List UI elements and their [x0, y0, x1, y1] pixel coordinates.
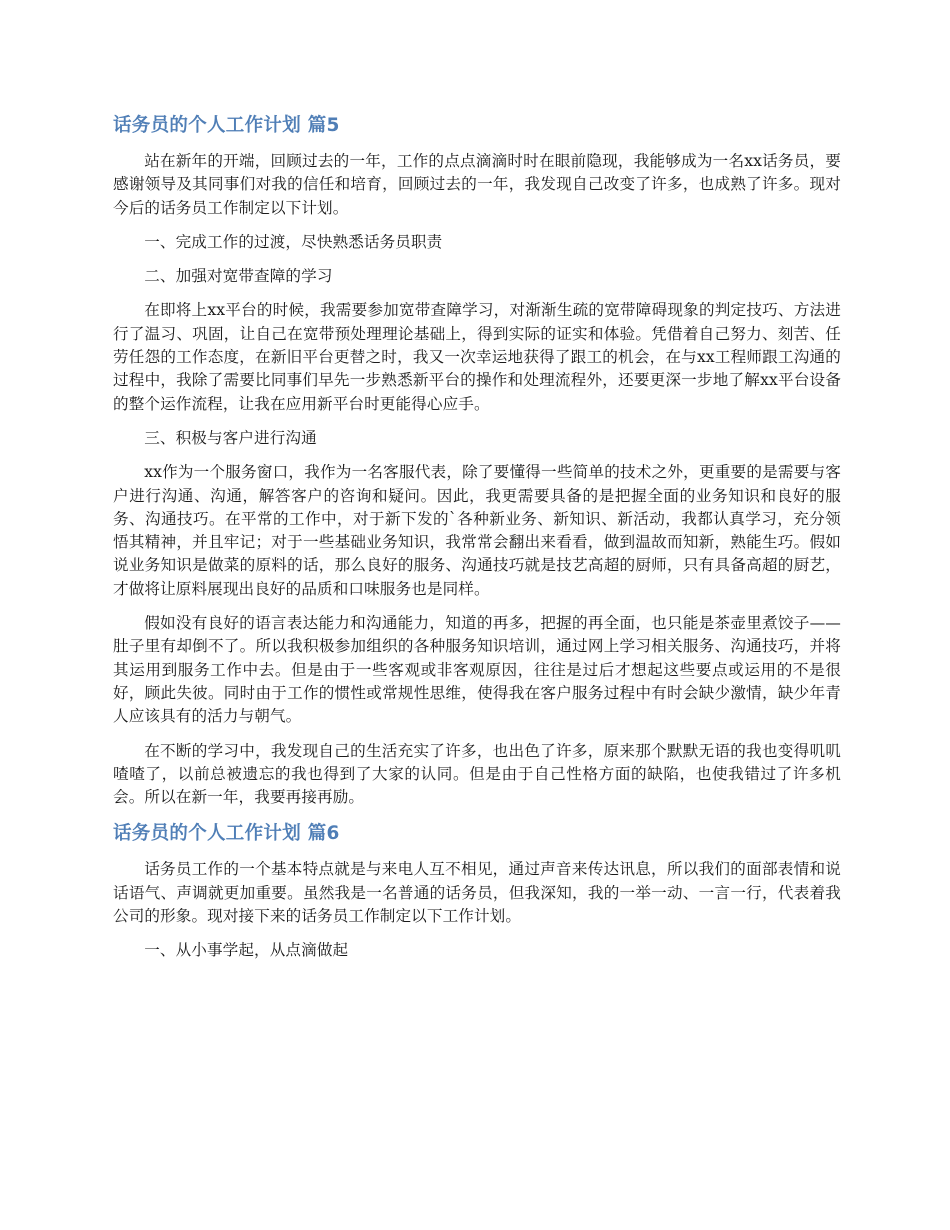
section-title-6: 话务员的个人工作计划 篇6	[113, 823, 340, 845]
paragraph: xx作为一个服务窗口，我作为一名客服代表，除了要懂得一些简单的技术之外，更重要的是需要与客户进行沟通、沟通，解答客户的咨询和疑问。因此，我更需要具备的是把握全面的业务知识和良好的服务、沟通技巧。在平常的工作中，对于新下发的`各种新业务、新知识、新活动，我都认真学习，充分领悟其精神，并且牢记；对于一些基础业务知识，我常常会翻出来看看，做到温故而知新，熟能生巧。假如说业务知识是做菜的原料的话，那么良好的服务、沟通技巧就是技艺高超的厨师，只有具备高超的厨艺，才做将让原料展现出良好的品质和口味服务也是同样。	[113, 463, 841, 598]
paragraph: 话务员工作的一个基本特点就是与来电人互不相见，通过声音来传达讯息，所以我们的面部表情和说话语气、声调就更加重要。虽然我是一名普通的话务员，但我深知，我的一举一动、一言一行，代表着我公司的形象。现对接下来的话务员工作制定以下工作计划。	[113, 860, 841, 926]
paragraph-heading: 一、从小事学起，从点滴做起	[144, 941, 349, 960]
paragraph: 在不断的学习中，我发现自己的生活充实了许多，也出色了许多，原来那个默默无语的我也变得叽叽喳喳了，以前总被遗忘的我也得到了大家的认同。但是由于自己性格方面的缺陷，也使我错过了许多机会。所以在新一年，我要再接再励。	[113, 741, 841, 807]
section-title-5: 话务员的个人工作计划 篇5	[113, 115, 340, 136]
paragraph-heading: 一、完成工作的过渡，尽快熟悉话务员职责	[144, 232, 443, 251]
document-page	[113, 112, 841, 974]
paragraph: 假如没有良好的语言表达能力和沟通能力，知道的再多，把握的再全面，也只能是茶壶里煮饺子——肚子里有却倒不了。所以我积极参加组织的各种服务知识培训，通过网上学习相关服务、沟通技巧，并将其运用到服务工作中去。但是由于一些客观或非客观原因，往往是过后才想起这些要点或运用的不是很好，顾此失彼。同时由于工作的惯性或常规性思维，使得我在客户服务过程中有时会缺少激情，缺少年青人应该具有的活力与朝气。	[113, 614, 841, 726]
paragraph: 站在新年的开端，回顾过去的一年，工作的点点滴滴时时在眼前隐现，我能够成为一名xx话务员，要感谢领导及其同事们对我的信任和培育，回顾过去的一年，我发现自己改变了许多，也成熟了许多。现对今后的话务员工作制定以下计划。	[113, 152, 841, 217]
paragraph: 在即将上xx平台的时候，我需要参加宽带查障学习，对渐渐生疏的宽带障碍现象的判定技巧、方法进行了温习、巩固，让自己在宽带预处理理论基础上，得到实际的证实和体验。凭借着自己努力、刻苦、任劳任怨的工作态度，在新旧平台更替之时，我又一次幸运地获得了跟工的机会，在与xx工程师跟工沟通的过程中，我除了需要比同事们早先一步熟悉新平台的操作和处理流程外，还要更深一步地了解xx平台设备的整个运作流程，让我在应用新平台时更能得心应手。	[113, 301, 841, 413]
paragraph-heading: 三、积极与客户进行沟通	[144, 428, 317, 447]
paragraph-heading: 二、加强对宽带查障的学习	[144, 267, 333, 286]
